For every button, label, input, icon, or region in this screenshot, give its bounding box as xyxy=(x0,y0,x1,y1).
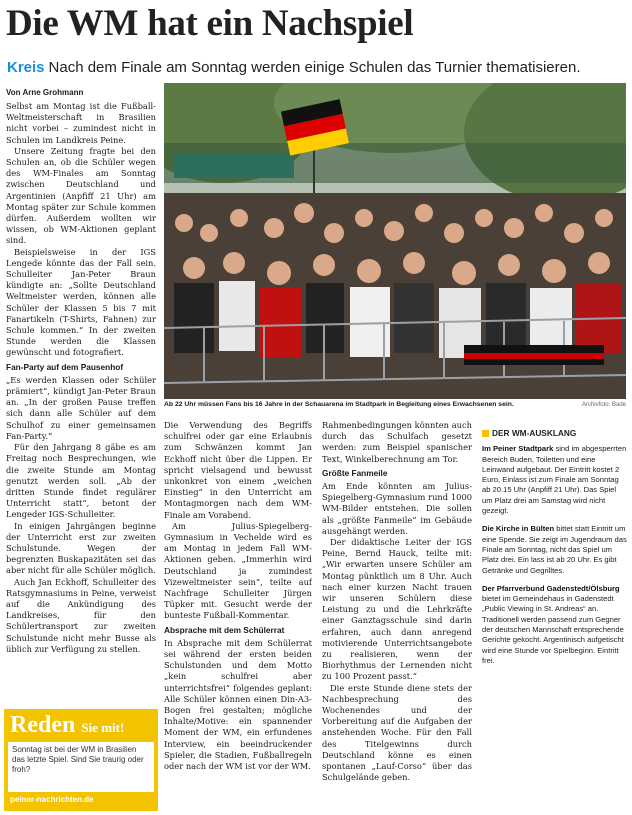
paragraph: Für den Jahrgang 8 gäbe es am Freitag noch Besprechungen, wie die zweite Stunde am Montag genutzt werden soll. „Ab der dritten Stunde findet regulärer Unterricht statt“, betont der Lengeder IGS-Schulleiter. xyxy=(6,442,156,520)
photo-caption xyxy=(164,400,626,410)
event-item xyxy=(482,584,627,666)
event-item xyxy=(482,524,627,575)
paragraph: Am Julius-Spiegelberg-Gymnasium in Vechelde wird es am Montag in jedem Fall WM-Aktionen geben. „Immerhin wird Deutschland ja zumindest Vizeweltmeister sein“, teilte auf Nachfrage Schulleiter Jürgen Tüpker mit. Gesucht werde der bunteste Fußball-Kommentar. xyxy=(164,520,312,621)
box-title xyxy=(482,428,627,438)
wm-ausklang-box xyxy=(482,428,627,674)
paragraph: Die Verwendung des Begriffs schulfrei oder gar eine Erlaubnis zum Schwänzen kommt Jan Eckhoff nicht über die Lippen. Er spricht vielsagend und bewusst unkonkret von einem „weichen Einstieg“ in den Unterricht am Montagmorgen nach dem WM-Finale am Vorabend. xyxy=(164,420,312,520)
reden-title xyxy=(10,711,124,742)
event-text: sind im abgesperrten Bereich Buden, Toiletten und eine Leinwand aufgebaut. Der Eintritt kostet 2 Euro, Einlass ist zum Finale am Sonntag ab 20.15 Uhr (Anpfiff 21 Uhr). Das Spiel um Platz drei am Samstag wird nicht gezeigt. xyxy=(482,444,627,516)
paragraph: Unsere Zeitung fragte bei den Schulen an, ob die Schüler wegen des WM-Finales am Sonntag zwischen Deutschland und Argentinien (Anpfiff 21 Uhr) am Montag später zur Schule kommen dürfen. Außerdem wollten wir wissen, ob WM-Aktionen geplant sind. xyxy=(6,145,156,246)
headline: Die WM hat ein Nachspiel xyxy=(6,3,414,44)
reden-question: Sonntag ist bei der WM in Brasilien das letzte Spiel. Sind Sie traurig oder froh? xyxy=(8,742,154,792)
paragraph: Beispielsweise in der IGS Lengede könnte das der Fall sein. Schulleiter Jan-Peter Braun kündigte an: „Sollte Deutschland Weltmeister werden, können alle Schüler der Klassen 5 bis 7 mit Fanartikeln (T-Shirts, Fahnen) zur Schule kommen.“ In der zweiten Stunde werden die Klassen gewünscht und fotografiert. xyxy=(6,246,156,358)
paragraph: In einigen Jahrgängen beginne der Unterricht erst zur zweiten Schulstunde. Wegen der begrenzten Buskapazitäten sei das aber nicht für alle Schüler möglich. xyxy=(6,520,156,576)
kicker: Kreis xyxy=(7,59,45,76)
paragraph: „Es werden Klassen oder Schüler prämiert“, kündigt Jan-Peter Braun an. „In der großen Pause treffen sich dann alle Schüler auf dem Schulhof zu einer gemeinsamen Fan-Party.“ xyxy=(6,374,156,441)
reden-title-main: Reden xyxy=(10,712,76,738)
fan-crowd-photo xyxy=(164,83,626,399)
reden-title-sub: Sie mit! xyxy=(81,720,125,735)
paragraph: In Absprache mit dem Schülerrat sei während der ersten beiden Schulstunden und dem Motto „kein schulfrei aber unterrichtsfrei“ folgendes geplant: Alle Schüler können einen Din-A3-Bogen frei gestalten; mögliche Inhalte/Motive: ein spannender Moment der WM, ein erfundenes Interview, ein beeindruckender Spieler, die Stadien, Fußballregeln oder nach der WM ist vor der WM. xyxy=(164,637,312,772)
event-venue: Der Pfarrverbund Gadenstedt/Ölsburg xyxy=(482,583,620,593)
caption-text: Ab 22 Uhr müssen Fans bis 16 Jahre in der Schauarena im Stadtpark in Begleitung eines Erwachsenen sein. xyxy=(164,401,514,408)
subheading: Fan-Party auf dem Pausenhof xyxy=(6,361,124,372)
paragraph: Auch Jan Eckhoff, Schulleiter des Ratsgymnasiums in Peine, verweist auf die Ankündigung des Landkreises, für den Schülertransport zur zweiten Schulstunde nicht mehr Busse als üblich zur Verfügung zu stellen. xyxy=(6,576,156,654)
subheading: Größte Fanmeile xyxy=(322,467,388,478)
paragraph: Die erste Stunde diene stets der Nachbesprechung des Wochenendes und der Vorbereitung auf die Aufgaben der anstehenden Woche. Für den Fall des Titelgewinns durch Deutschland könne es einen spontanen „Lauf-Corso“ über das Schulgelände geben. xyxy=(322,682,472,783)
event-text: bietet im Gemeindehaus in Gadenstedt „Public Viewing in St. Andreas“ an. Traditionell werden passend zum Gegner der deutschen Mannschaft entsprechende Gerichte gekocht. Argentinisch aufgetischt wird eine Stunde vor Spielbeginn. Eintritt frei. xyxy=(482,594,624,665)
paragraph: Der didaktische Leiter der IGS Peine, Bernd Hauck, teilte mit: „Wir erwarten unsere Schüler am Montag pünktlich um 8 Uhr. Auch nach einer kurzen Nacht trauen wir unseren Schülern diese Leistung zu und die Lehrkräfte einer Ganztagsschule sind darin erfahren, auch dann anregend motivierende Unterrichtsangebote zu realisieren, wenn der Biorhythmus der Lernenden nicht zu 100 Prozent passt.“ xyxy=(322,537,472,682)
square-bullet-icon xyxy=(482,430,489,437)
subheadline xyxy=(7,58,627,78)
paragraph: Rahmenbedingungen könnten auch durch das Schulfach gesetzt werden: zum Beispiel spanischer Text, Winkelberechnung am Tor. xyxy=(322,420,472,464)
paragraph: Selbst am Montag ist die Fußball-Weltmeisterschaft in Brasilien nicht vorbei – zumindest nicht in Schulen im Landkreis Peine. xyxy=(6,101,156,145)
reden-url-link[interactable]: peiner-nachrichten.de xyxy=(10,795,94,804)
photo-illustration xyxy=(164,83,626,399)
photo-credit: Archivfoto: Bade xyxy=(581,402,626,408)
subheadline-text: Nach dem Finale am Sonntag werden einige Schulen das Turnier thematisieren. xyxy=(48,59,581,76)
event-venue: Die Kirche in Bülten xyxy=(482,524,555,534)
reden-sie-mit-box xyxy=(4,709,158,811)
article-column-3 xyxy=(322,420,472,810)
byline: Von Arne Grohmann xyxy=(6,88,84,97)
event-text: bittet statt Eintritt um eine Spende. Sie zeigt im Jugendraum das Finale am Sonntag, nicht das Spiel um Platz drei. Ein lass ist ab 20 Uhr. Es gibt Getränke und Gegrilltes. xyxy=(482,524,627,575)
box-title-text: DER WM-AUSKLANG xyxy=(492,428,577,438)
event-venue: Im Peiner Stadtpark xyxy=(482,444,554,454)
article-column-1 xyxy=(6,101,156,707)
subheading: Absprache mit dem Schülerrat xyxy=(164,624,285,635)
event-item xyxy=(482,444,627,516)
article-column-2 xyxy=(164,420,312,810)
paragraph: Am Ende könnten am Julius-Spiegelberg-Gymnasium rund 1000 WM-Bilder entstehen. Die sollen als „größte Fanmeile“ im Gebäude ausgehängt werden. xyxy=(322,481,472,536)
